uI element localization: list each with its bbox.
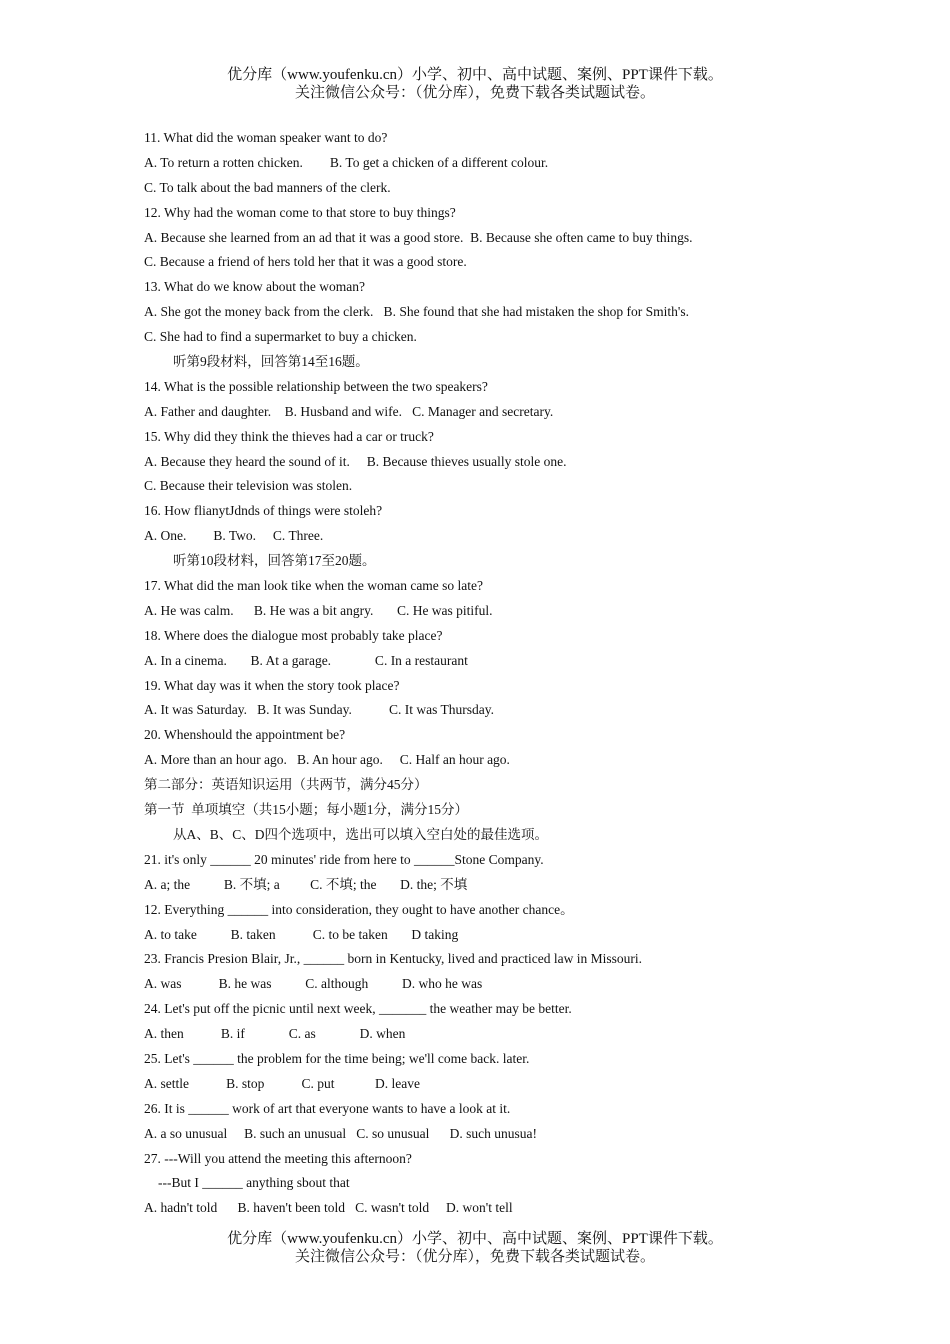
footer-line-2: 关注微信公众号：（优分库），免费下载各类试题试卷。 [294,1249,655,1265]
question-22: 12. Everything ______ into consideration, they ought to have another chance。 [144,901,574,917]
question-20: 20. Whenshould the appointment be? [144,727,346,743]
exam-content [144,126,844,1221]
question-27-response: ---But I ______ anything sbout that [158,1175,350,1191]
options-22: A. to take B. taken C. to be taken D taking [144,926,459,942]
options-12-ab: A. Because she learned from an ad that it was a good store. B. Because she often came to buy things. [144,229,693,245]
question-24: 24. Let's put off the picnic until next week, _______ the weather may be better. [144,1001,572,1017]
question-13: 13. What do we know about the woman? [144,279,365,295]
question-21: 21. it's only ______ 20 minutes' ride from here to ______Stone Company. [144,851,544,867]
options-21: A. a; the B. 不填; a C. 不填; the D. the; 不填 [144,876,468,892]
part-two-heading: 第二部分：英语知识运用（共两节，满分45分） [144,777,428,793]
header-line-2: 关注微信公众号：（优分库），免费下载各类试题试卷。 [294,85,655,101]
options-12-c: C. Because a friend of hers told her that it was a good store. [144,254,467,270]
options-13-ab: A. She got the money back from the clerk. B. She found that she had mistaken the shop for Smith's. [144,304,689,320]
header-line-1: 优分库（www.youfenku.cn）小学、初中、高中试题、案例、PPT课件下载。 [227,67,723,83]
question-23: 23. Francis Presion Blair, Jr., ______ born in Kentucky, lived and practiced law in Missouri. [144,951,643,967]
question-26: 26. It is ______ work of art that everyone wants to have a look at it. [144,1100,511,1116]
section-one-heading: 第一节 单项填空（共15小题；每小题1分，满分15分） [144,802,468,818]
options-19: A. It was Saturday. B. It was Sunday. C. It was Thursday. [144,702,494,718]
options-18: A. In a cinema. B. At a garage. C. In a restaurant [144,652,468,668]
options-23: A. was B. he was C. although D. who he was [144,976,483,992]
question-27: 27. ---Will you attend the meeting this afternoon? [144,1150,412,1166]
section-instruction-10: 听第10段材料，回答第17至20题。 [173,553,376,569]
options-16: A. One. B. Two. C. Three. [144,528,324,544]
question-11: 11. What did the woman speaker want to do? [144,130,388,145]
question-18: 18. Where does the dialogue most probably take place? [144,627,443,643]
question-19: 19. What day was it when the story took place? [144,677,400,693]
options-20: A. More than an hour ago. B. An hour ago. C. Half an hour ago. [144,752,510,768]
question-15: 15. Why did they think the thieves had a car or truck? [144,428,434,444]
question-25: 25. Let's ______ the problem for the time being; we'll come back. later. [144,1050,530,1066]
options-24: A. then B. if C. as D. when [144,1026,406,1042]
options-17: A. He was calm. B. He was a bit angry. C. He was pitiful. [144,602,493,618]
options-11-c: C. To talk about the bad manners of the clerk. [144,179,391,195]
question-16: 16. How flianytJdnds of things were stoleh? [144,503,383,519]
section-one-instruction: 从A、B、C、D四个选项中，选出可以填入空白处的最佳选项。 [173,826,549,842]
options-14: A. Father and daughter. B. Husband and wife. C. Manager and secretary. [144,403,554,419]
header-banner [0,66,950,102]
footer-banner [0,1230,950,1266]
question-12: 12. Why had the woman come to that store to buy things? [144,204,456,220]
options-11-ab: A. To return a rotten chicken. B. To get a chicken of a different colour. [144,154,549,170]
question-17: 17. What did the man look tike when the woman came so late? [144,578,484,594]
options-15-ab: A. Because they heard the sound of it. B. Because thieves usually stole one. [144,453,567,469]
question-14: 14. What is the possible relationship between the two speakers? [144,378,488,394]
options-26: A. a so unusual B. such an unusual C. so unusual D. such unusua! [144,1125,537,1141]
footer-line-1: 优分库（www.youfenku.cn）小学、初中、高中试题、案例、PPT课件下载。 [227,1231,723,1247]
options-13-c: C. She had to find a supermarket to buy a chicken. [144,329,417,345]
options-15-c: C. Because their television was stolen. [144,478,353,494]
options-27: A. hadn't told B. haven't been told C. wasn't told D. won't tell [144,1200,513,1216]
section-instruction-9: 听第9段材料，回答第14至16题。 [173,354,369,370]
options-25: A. settle B. stop C. put D. leave [144,1075,420,1091]
